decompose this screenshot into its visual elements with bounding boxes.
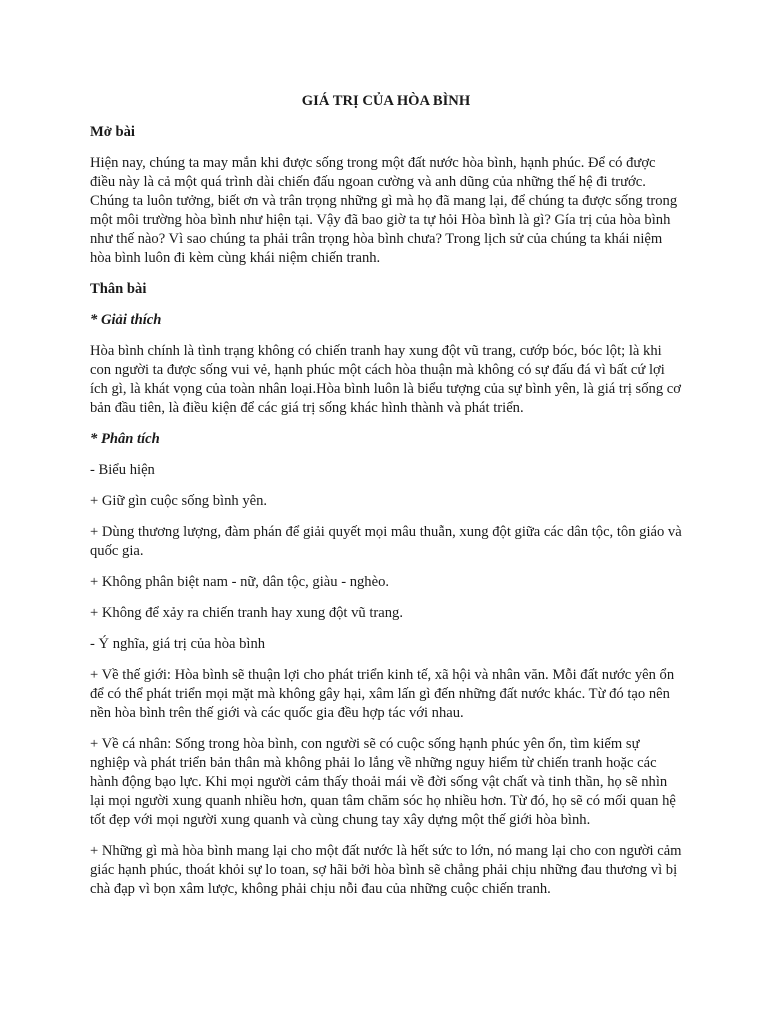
paragraph: Hiện nay, chúng ta may mắn khi được sống trong một đất nước hòa bình, hạnh phúc. Để có được điều này là cả một quá trình dài chiến đấu ngoan cường và anh dũng của những thế hệ đi trước. Chúng ta luôn tưởng, biết ơn và trân trọng những gì mà họ đã mang lại, để chúng ta được sống trong một môi trường hòa bình như hiện tại. Vậy đã bao giờ ta tự hỏi Hòa bình là gì? Gía trị của hòa bình như thế nào? Vì sao chúng ta phải trân trọng hòa bình chưa? Trong lịch sử của chúng ta khái niệm hòa bình luôn đi kèm cùng khái niệm chiến tranh.	[90, 155, 678, 266]
paragraph: + Những gì mà hòa bình mang lại cho một đất nước là hết sức to lớn, nó mang lại cho con người cảm giác hạnh phúc, thoát khỏi sự lo toan, sợ hãi bởi hòa bình sẽ chẳng phải chịu những đau thương vì bị chà đạp vì bọn xâm lược, không phải chịu nỗi đau của những cuộc chiến tranh.	[90, 843, 682, 897]
section-heading-body: Thân bài	[90, 281, 147, 297]
document-title: GIÁ TRỊ CỦA HÒA BÌNH	[301, 93, 471, 109]
paragraph: - Biểu hiện	[90, 462, 155, 478]
paragraph: - Ý nghĩa, giá trị của hòa bình	[90, 636, 266, 652]
subheading-analysis: * Phân tích	[90, 431, 160, 447]
subheading-explanation: * Giải thích	[90, 312, 162, 328]
paragraph: + Không để xảy ra chiến tranh hay xung đột vũ trang.	[90, 605, 403, 621]
paragraph: + Dùng thương lượng, đàm phán để giải quyết mọi mâu thuẫn, xung đột giữa các dân tộc, tôn giáo và quốc gia.	[90, 524, 682, 559]
paragraph: Hòa bình chính là tình trạng không có chiến tranh hay xung đột vũ trang, cướp bóc, bóc lột; là khi con người ta được sống vui vẻ, hạnh phúc một cách hòa thuận mà không có sự đấu đá vì bất cứ lợi ích gì, là khát vọng của toàn nhân loại.Hòa bình luôn là biểu tượng của sự bình yên, là giá trị sống cơ bản đầu tiên, là điều kiện để các giá trị sống khác hình thành và phát triển.	[90, 343, 681, 416]
section-heading-intro: Mở bài	[90, 124, 135, 140]
paragraph: + Về cá nhân: Sống trong hòa bình, con người sẽ có cuộc sống hạnh phúc yên ổn, tìm kiếm sự nghiệp và phát triển bản thân mà không phải lo lắng về những nguy hiểm từ chiến tranh hoặc các hành động bạo lực. Khi mọi người cảm thấy thoải mái về đời sống vật chất và tinh thần, họ sẽ nhìn lại mọi người xung quanh nhiều hơn, quan tâm chăm sóc họ nhiều hơn. Từ đó, họ sẽ có mối quan hệ tốt đẹp với mọi người xung quanh và cùng chung tay xây dựng một thế giới hòa bình.	[90, 736, 676, 828]
paragraph: + Về thế giới: Hòa bình sẽ thuận lợi cho phát triển kinh tế, xã hội và nhân văn. Mỗi đất nước yên ổn để có thể phát triển mọi mặt mà không gây hại, xâm lấn gì đến những đất nước khác. Từ đó tạo nên nền hòa bình trên thế giới và các quốc gia đều hợp tác với nhau.	[90, 667, 675, 721]
paragraph: + Giữ gìn cuộc sống bình yên.	[90, 493, 268, 509]
paragraph: + Không phân biệt nam - nữ, dân tộc, giàu - nghèo.	[90, 574, 390, 590]
